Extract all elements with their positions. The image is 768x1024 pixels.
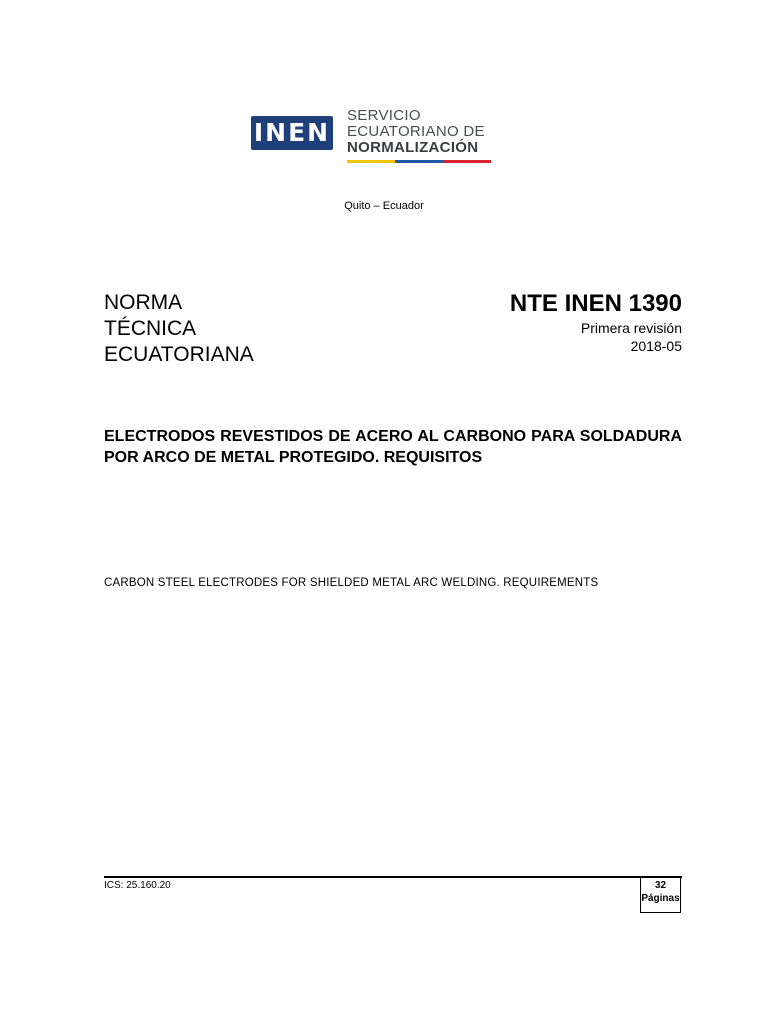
logo-wordmark bbox=[347, 108, 485, 156]
norma-heading bbox=[104, 290, 254, 368]
norma-line-2: TÉCNICA bbox=[104, 317, 197, 340]
norma-line-3: ECUATORIANA bbox=[104, 343, 254, 366]
document-title-english: CARBON STEEL ELECTRODES FOR SHIELDED METAL ARC WELDING. REQUIREMENTS bbox=[104, 577, 599, 589]
standard-date: 2018-05 bbox=[630, 338, 682, 354]
page-count-box bbox=[640, 876, 681, 913]
logo-bar-blue bbox=[395, 160, 443, 163]
norma-line-1: NORMA bbox=[104, 291, 183, 314]
inen-logo-mark-text: INEN bbox=[253, 118, 331, 147]
logo-bar-red bbox=[443, 160, 491, 163]
ics-code: ICS: 25.160.20 bbox=[104, 880, 171, 891]
logo-line-3: NORMALIZACIÓN bbox=[347, 139, 479, 156]
logo-bar-yellow bbox=[347, 160, 395, 163]
logo-line-1: SERVICIO bbox=[347, 107, 421, 124]
page-count: 32 bbox=[654, 880, 667, 891]
page-count-label: Páginas bbox=[641, 893, 680, 904]
inen-logo bbox=[251, 108, 496, 178]
footer-rule bbox=[104, 876, 682, 878]
standard-revision: Primera revisión bbox=[580, 320, 682, 336]
document-title-spanish: ELECTRODOS REVESTIDOS DE ACERO AL CARBONO PARA SOLDADURA POR ARCO DE METAL PROTEGIDO. REQUISITOS bbox=[104, 428, 682, 466]
standard-code: NTE INEN 1390 bbox=[509, 290, 682, 317]
logo-line-2: ECUATORIANO DE bbox=[347, 123, 485, 140]
logo-color-bars bbox=[347, 160, 491, 163]
inen-logo-mark bbox=[251, 116, 333, 150]
city-location: Quito – Ecuador bbox=[344, 200, 424, 212]
standard-block bbox=[510, 289, 682, 355]
